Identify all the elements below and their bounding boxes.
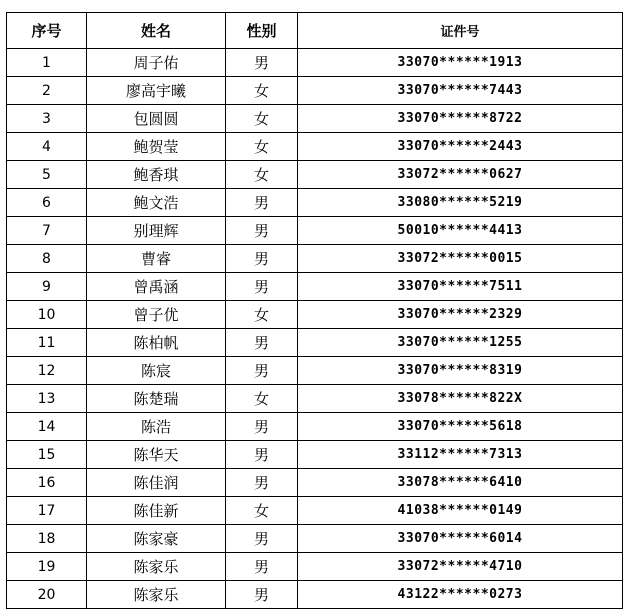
table-row <box>7 217 623 245</box>
cell-seq: 3 <box>7 105 87 133</box>
cell-name: 周子佑 <box>87 49 226 77</box>
cell-gender: 女 <box>226 497 298 525</box>
cell-gender: 男 <box>226 245 298 273</box>
header-seq: 序号 <box>7 13 87 49</box>
cell-name: 陈楚瑞 <box>87 385 226 413</box>
header-id-number: 证件号 <box>298 13 623 49</box>
table-row <box>7 553 623 581</box>
cell-id-number: 33072******0015 <box>298 245 623 273</box>
cell-id-number: 33070******1255 <box>298 329 623 357</box>
cell-name: 别理辉 <box>87 217 226 245</box>
cell-name: 曹睿 <box>87 245 226 273</box>
table-row <box>7 161 623 189</box>
cell-id-number: 33070******7443 <box>298 77 623 105</box>
cell-id-number: 33070******6014 <box>298 525 623 553</box>
cell-id-number: 50010******4413 <box>298 217 623 245</box>
cell-gender: 男 <box>226 581 298 609</box>
cell-gender: 男 <box>226 217 298 245</box>
cell-gender: 女 <box>226 133 298 161</box>
student-roster-table <box>6 12 623 609</box>
cell-seq: 13 <box>7 385 87 413</box>
cell-id-number: 33072******4710 <box>298 553 623 581</box>
table-row <box>7 525 623 553</box>
table-row <box>7 77 623 105</box>
cell-name: 鲍贺莹 <box>87 133 226 161</box>
cell-id-number: 33070******2443 <box>298 133 623 161</box>
cell-seq: 19 <box>7 553 87 581</box>
table-row <box>7 357 623 385</box>
cell-seq: 7 <box>7 217 87 245</box>
cell-gender: 女 <box>226 301 298 329</box>
cell-seq: 12 <box>7 357 87 385</box>
cell-id-number: 43122******0273 <box>298 581 623 609</box>
header-name: 姓名 <box>87 13 226 49</box>
cell-id-number: 33112******7313 <box>298 441 623 469</box>
cell-name: 曾禹涵 <box>87 273 226 301</box>
table-row <box>7 469 623 497</box>
cell-gender: 女 <box>226 385 298 413</box>
table-row <box>7 301 623 329</box>
cell-gender: 男 <box>226 357 298 385</box>
cell-name: 鲍香琪 <box>87 161 226 189</box>
header-row <box>7 13 623 49</box>
cell-gender: 男 <box>226 413 298 441</box>
cell-gender: 男 <box>226 525 298 553</box>
cell-gender: 男 <box>226 189 298 217</box>
cell-seq: 15 <box>7 441 87 469</box>
table-row <box>7 497 623 525</box>
cell-name: 陈柏帆 <box>87 329 226 357</box>
table-row <box>7 133 623 161</box>
cell-seq: 4 <box>7 133 87 161</box>
cell-seq: 8 <box>7 245 87 273</box>
cell-gender: 女 <box>226 161 298 189</box>
cell-name: 陈家乐 <box>87 553 226 581</box>
cell-seq: 6 <box>7 189 87 217</box>
table-row <box>7 441 623 469</box>
table-row <box>7 385 623 413</box>
cell-name: 廖高宇曦 <box>87 77 226 105</box>
cell-name: 陈佳新 <box>87 497 226 525</box>
cell-name: 曾子优 <box>87 301 226 329</box>
cell-id-number: 33070******8722 <box>298 105 623 133</box>
cell-seq: 14 <box>7 413 87 441</box>
cell-gender: 男 <box>226 469 298 497</box>
cell-gender: 男 <box>226 553 298 581</box>
table-row <box>7 413 623 441</box>
cell-gender: 男 <box>226 441 298 469</box>
cell-id-number: 33070******2329 <box>298 301 623 329</box>
cell-seq: 10 <box>7 301 87 329</box>
cell-gender: 女 <box>226 77 298 105</box>
cell-id-number: 33070******8319 <box>298 357 623 385</box>
cell-id-number: 33080******5219 <box>298 189 623 217</box>
table-row <box>7 245 623 273</box>
cell-id-number: 33070******5618 <box>298 413 623 441</box>
table-body <box>7 49 623 609</box>
table-header <box>7 13 623 49</box>
cell-name: 陈家乐 <box>87 581 226 609</box>
cell-seq: 5 <box>7 161 87 189</box>
header-gender: 性别 <box>226 13 298 49</box>
cell-seq: 17 <box>7 497 87 525</box>
cell-name: 陈浩 <box>87 413 226 441</box>
cell-name: 陈华天 <box>87 441 226 469</box>
cell-seq: 18 <box>7 525 87 553</box>
cell-id-number: 33072******0627 <box>298 161 623 189</box>
cell-gender: 女 <box>226 105 298 133</box>
cell-name: 陈家豪 <box>87 525 226 553</box>
cell-id-number: 41038******0149 <box>298 497 623 525</box>
cell-seq: 9 <box>7 273 87 301</box>
cell-id-number: 33078******6410 <box>298 469 623 497</box>
cell-name: 陈佳润 <box>87 469 226 497</box>
cell-seq: 2 <box>7 77 87 105</box>
table-row <box>7 105 623 133</box>
table-row <box>7 273 623 301</box>
cell-id-number: 33070******1913 <box>298 49 623 77</box>
cell-seq: 1 <box>7 49 87 77</box>
cell-gender: 男 <box>226 329 298 357</box>
table-row <box>7 581 623 609</box>
cell-seq: 16 <box>7 469 87 497</box>
cell-id-number: 33078******822X <box>298 385 623 413</box>
cell-name: 陈宸 <box>87 357 226 385</box>
cell-name: 包圆圆 <box>87 105 226 133</box>
table-row <box>7 49 623 77</box>
cell-seq: 20 <box>7 581 87 609</box>
cell-name: 鲍文浩 <box>87 189 226 217</box>
table-row <box>7 329 623 357</box>
cell-gender: 男 <box>226 273 298 301</box>
table-row <box>7 189 623 217</box>
cell-seq: 11 <box>7 329 87 357</box>
cell-id-number: 33070******7511 <box>298 273 623 301</box>
cell-gender: 男 <box>226 49 298 77</box>
